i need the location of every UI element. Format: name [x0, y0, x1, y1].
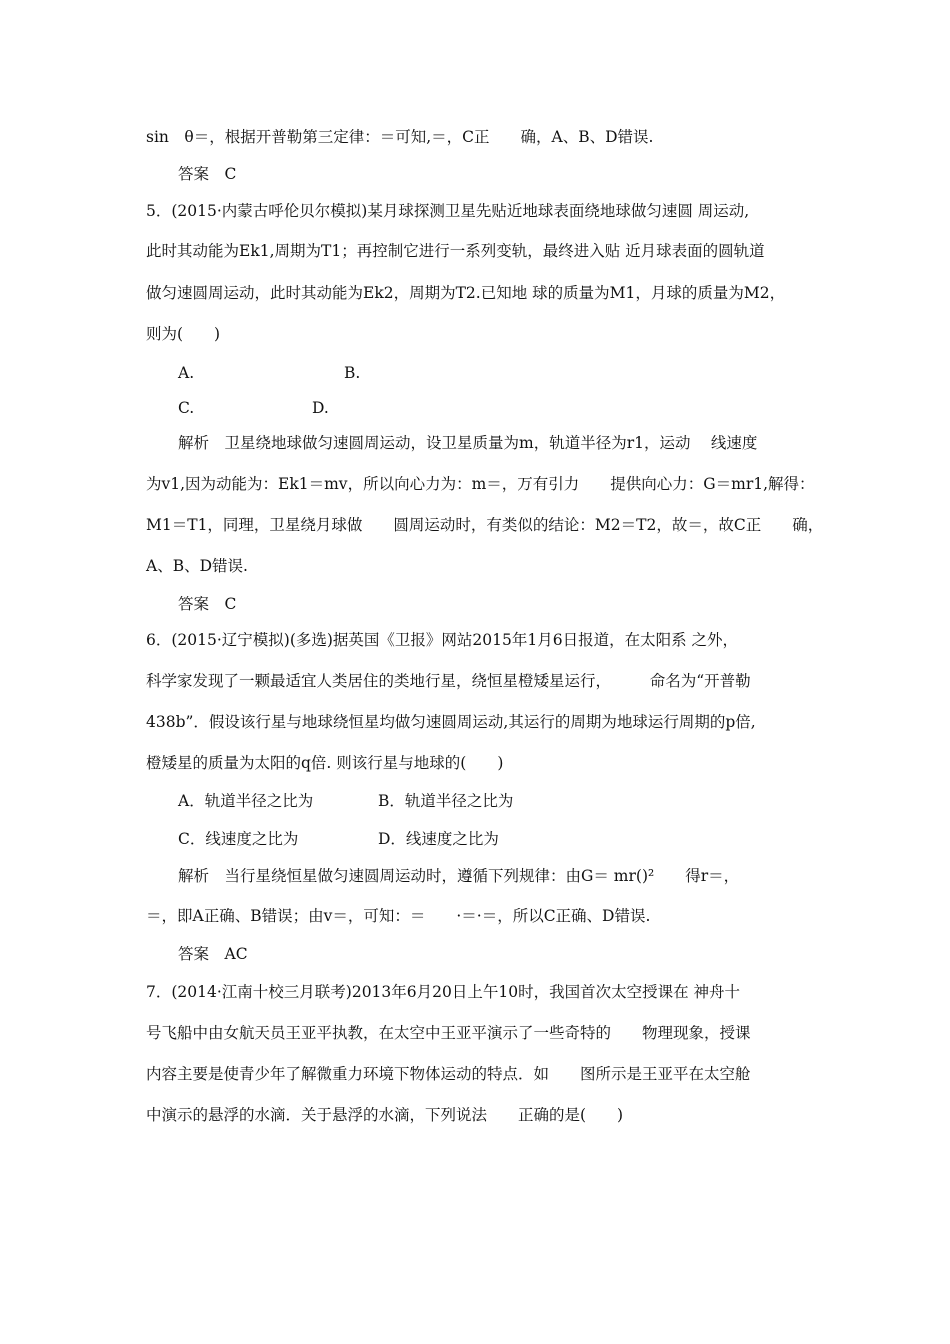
option-c: C．线速度之比为 — [178, 830, 299, 848]
option-a: A．轨道半径之比为 — [178, 792, 314, 810]
analysis-5-line-4: A、B、D错误. — [146, 557, 248, 575]
question-7-line-2: 号飞船中由女航天员王亚平执教，在太空中王亚平演示了一些奇特的 物理现象，授课 — [146, 1024, 751, 1042]
option-b: B．轨道半径之比为 — [378, 792, 514, 810]
answer-line-4: 答案 C — [178, 165, 237, 183]
question-6-line-2: 科学家发现了一颗最适宜人类居住的类地行星，绕恒星橙矮星运行， 命名为“开普勒 — [146, 672, 751, 690]
question-5-line-4: 则为( ) — [146, 325, 221, 343]
option-row-cd-q5 — [178, 398, 329, 418]
option-row-ab-q6 — [178, 791, 514, 811]
analysis-6-line-1: 解析 当行星绕恒星做匀速圆周运动时，遵循下列规律：由G＝ mr()² 得r＝， — [178, 867, 740, 885]
question-6-line-3: 438b”．假设该行星与地球绕恒星均做匀速圆周运动,其运行的周期为地球运行周期的p倍, — [146, 713, 756, 731]
option-c: C. — [178, 399, 195, 417]
analysis-5-line-2: 为v1,因为动能为：Ek1＝mv，所以向心力为：m＝，万有引力 提供向心力：G＝mr1,解得： — [146, 475, 815, 493]
option-d: D. — [312, 399, 329, 417]
question-6-line-1: 6．(2015·辽宁模拟)(多选)据英国《卫报》网站2015年1月6日报道，在太阳系 之外， — [146, 631, 739, 649]
analysis-5-line-3: M1＝T1，同理，卫星绕月球做 圆周运动时，有类似的结论：M2＝T2，故＝，故C正 确， — [146, 516, 824, 534]
answer-line-5: 答案 C — [178, 595, 237, 613]
question-7-line-4: 中演示的悬浮的水滴．关于悬浮的水滴，下列说法 正确的是( ) — [146, 1106, 624, 1124]
option-d: D．线速度之比为 — [378, 830, 499, 848]
question-5-line-3: 做匀速圆周运动，此时其动能为Ek2，周期为T2.已知地 球的质量为M1，月球的质量为M2， — [146, 284, 786, 302]
option-a: A. — [178, 364, 195, 382]
question-7-line-3: 内容主要是使青少年了解微重力环境下物体运动的特点．如 图所示是王亚平在太空舱 — [146, 1065, 751, 1083]
analysis-5-line-1: 解析 卫星绕地球做匀速圆周运动，设卫星质量为m，轨道半径为r1，运动 线速度 — [178, 434, 758, 452]
option-b: B. — [344, 364, 361, 382]
question-6-line-4: 橙矮星的质量为太阳的q倍. 则该行星与地球的( ) — [146, 754, 504, 772]
text-line-1: sin θ＝，根据开普勒第三定律：＝可知,＝，C正 确，A、B、D错误. — [146, 128, 654, 146]
option-row-ab-q5 — [178, 363, 361, 383]
answer-line-6: 答案 AC — [178, 945, 248, 963]
question-5-line-1: 5．(2015·内蒙古呼伦贝尔模拟)某月球探测卫星先贴近地球表面绕地球做匀速圆 周运动, — [146, 202, 750, 220]
option-row-cd-q6 — [178, 829, 499, 849]
question-5-line-2: 此时其动能为Ek1,周期为T1；再控制它进行一系列变轨，最终进入贴 近月球表面的圆轨道 — [146, 242, 765, 260]
analysis-6-line-2: ＝，即A正确、B错误；由v＝，可知：＝ ·＝·＝，所以C正确、D错误. — [146, 907, 651, 925]
question-7-line-1: 7．(2014·江南十校三月联考)2013年6月20日上午10时，我国首次太空授课在 神舟十 — [146, 983, 741, 1001]
